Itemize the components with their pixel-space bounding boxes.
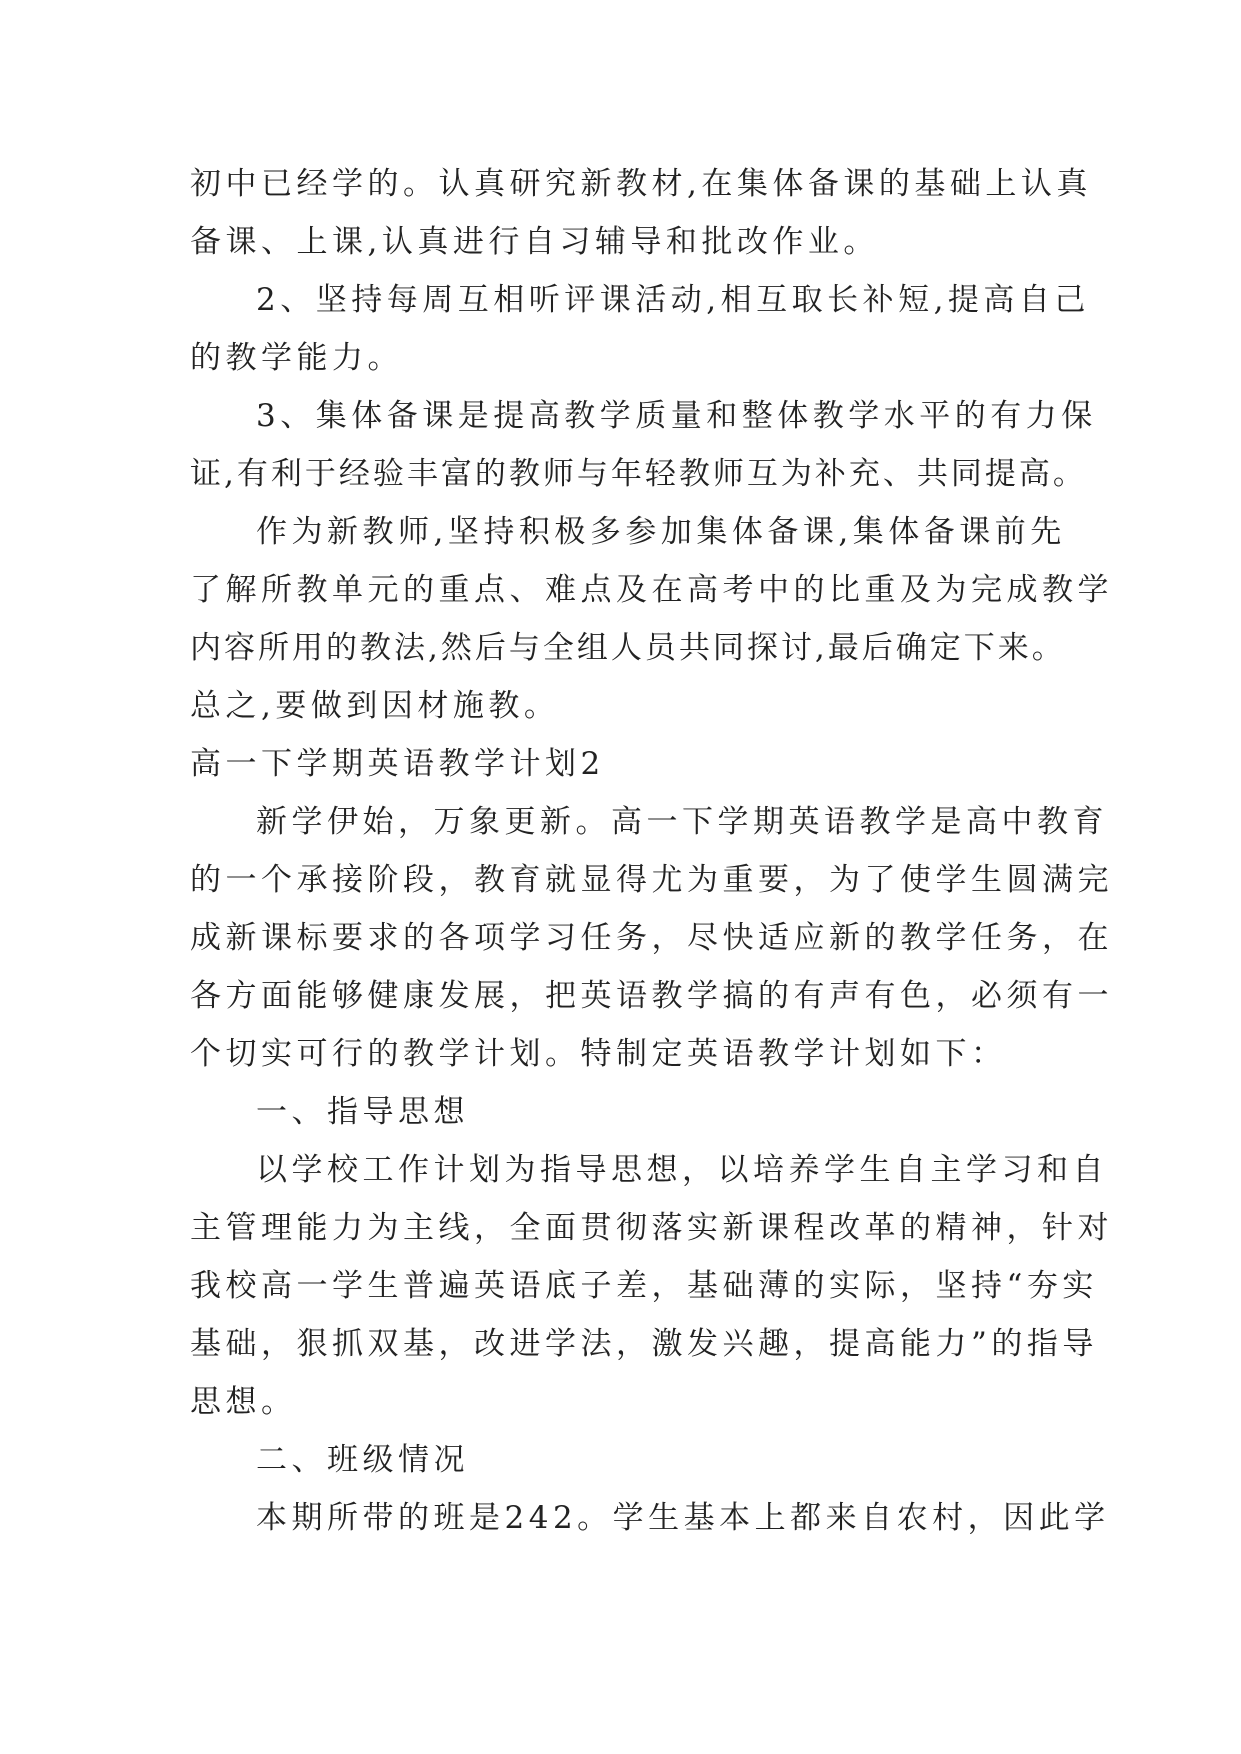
text-line: 初中已经学的。认真研究新教材,在集体备课的基础上认真 — [190, 166, 1092, 202]
text-line: 的一个承接阶段，教育就显得尤为重要，为了使学生圆满完 — [190, 862, 1113, 898]
text-line: 各方面能够健康发展，把英语教学搞的有声有色，必须有一 — [190, 978, 1113, 1014]
text-line: 我校高一学生普遍英语底子差，基础薄的实际，坚持“夯实 — [190, 1268, 1098, 1304]
paragraph-start: 本期所带的班是242。学生基本上都来自农村，因此学 — [256, 1500, 1110, 1536]
paragraph-start: 新学伊始，万象更新。高一下学期英语教学是高中教育 — [256, 804, 1108, 840]
text-line: 证,有利于经验丰富的教师与年轻教师互为补充、共同提高。 — [190, 456, 1087, 492]
subheading-class-situation: 二、班级情况 — [256, 1442, 469, 1478]
paragraph-start: 以学校工作计划为指导思想，以培养学生自主学习和自 — [256, 1152, 1108, 1188]
text-line: 个切实可行的教学计划。特制定英语教学计划如下： — [190, 1036, 1007, 1072]
paragraph-2-start: 2、坚持每周互相听评课活动,相互取长补短,提高自己 — [256, 282, 1090, 318]
paragraph-3-start: 3、集体备课是提高教学质量和整体教学水平的有力保 — [256, 398, 1097, 434]
subheading-guiding-thought: 一、指导思想 — [256, 1094, 469, 1130]
text-line: 基础，狠抓双基，改进学法，激发兴趣，提高能力”的指导 — [190, 1326, 1098, 1362]
text-line: 内容所用的教法,然后与全组人员共同探讨,最后确定下来。 — [190, 630, 1066, 666]
text-line: 备课、上课,认真进行自习辅导和批改作业。 — [190, 224, 879, 260]
text-line: 成新课标要求的各项学习任务，尽快适应新的教学任务，在 — [190, 920, 1113, 956]
section-heading: 高一下学期英语教学计划2 — [190, 746, 605, 782]
paragraph-start: 作为新教师,坚持积极多参加集体备课,集体备课前先 — [256, 514, 1066, 550]
text-line: 总之,要做到因材施教。 — [190, 688, 560, 724]
text-line: 思想。 — [190, 1384, 297, 1420]
text-line: 的教学能力。 — [190, 340, 403, 376]
text-line: 了解所教单元的重点、难点及在高考中的比重及为完成教学 — [190, 572, 1113, 608]
text-line: 主管理能力为主线，全面贯彻落实新课程改革的精神，针对 — [190, 1210, 1113, 1246]
